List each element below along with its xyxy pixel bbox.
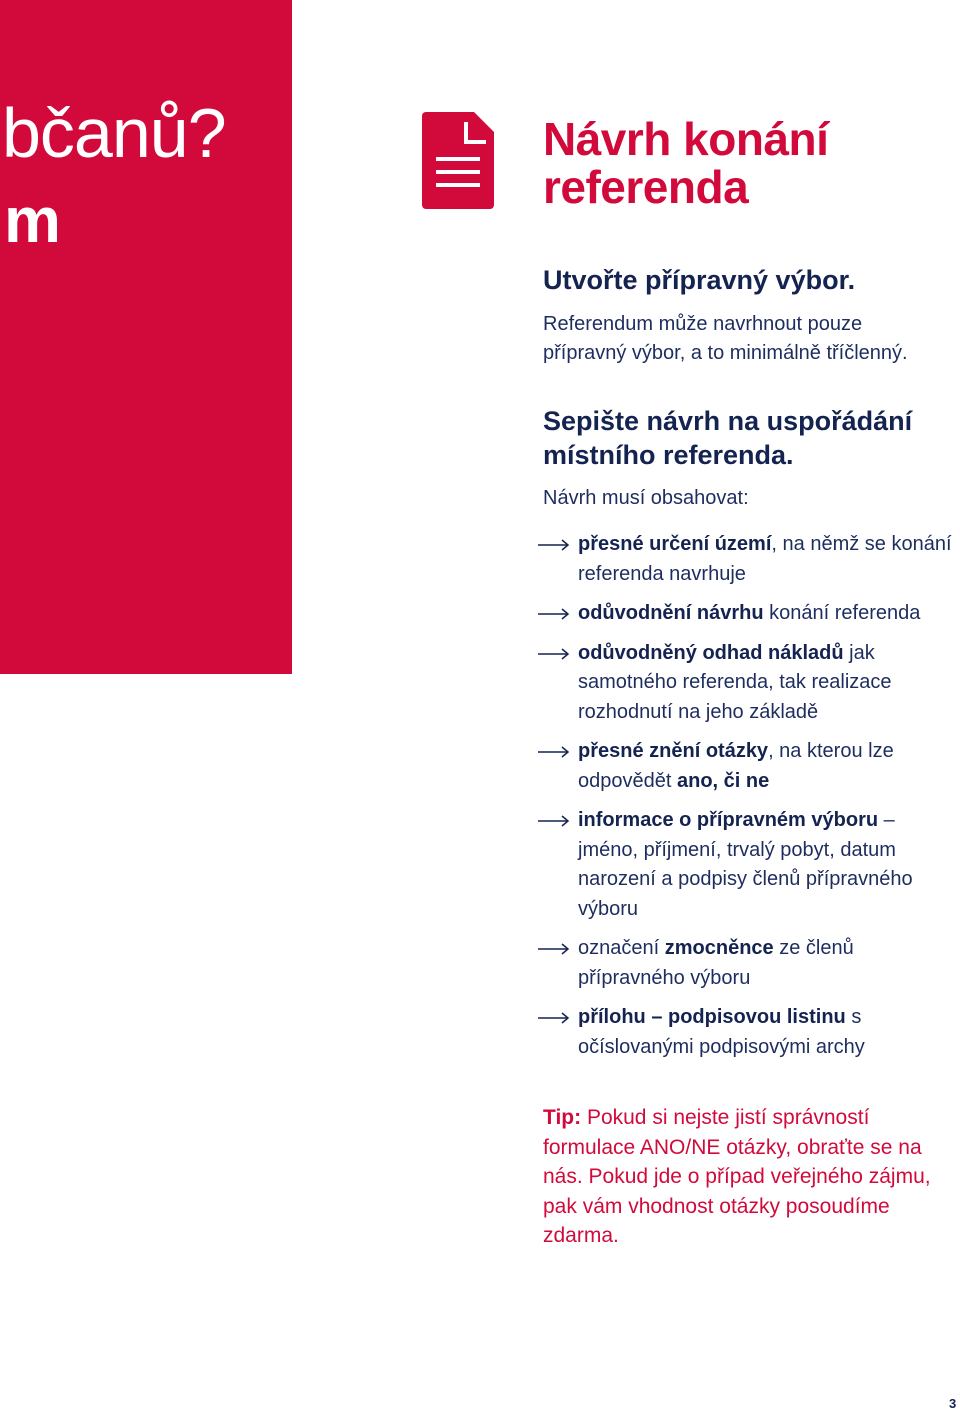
item-bold: zmocněnce [664, 937, 774, 959]
item-bold: ano, či ne [676, 769, 770, 792]
item-text: ze členů přípravného výboru [578, 937, 854, 989]
arrow-right-icon [538, 648, 570, 660]
tip-label: Tip: [543, 1106, 582, 1129]
arrow-right-icon [538, 1012, 570, 1024]
page-number: 3 [949, 1396, 957, 1411]
list-item [538, 737, 958, 796]
item-bold: přílohu – podpisovou listinu [578, 1006, 846, 1028]
item-text: s očíslovanými podpisovými archy [578, 1006, 865, 1058]
list-item [538, 806, 958, 924]
item-text: , na němž se konání referenda navrhuje [578, 533, 952, 585]
list-item [538, 639, 958, 728]
item-text: jak samotného referenda, tak realizace rozhodnutí na jeho základě [578, 641, 892, 723]
arrow-right-icon [538, 608, 570, 620]
section1-text: Referendum může navrhnout pouze přípravný výbor, a to minimálně tříčlenný. [543, 313, 908, 364]
item-bold: přesné určení území [578, 533, 772, 555]
arrow-right-icon [538, 815, 570, 827]
item-bold: informace o přípravném výboru [578, 809, 879, 831]
requirements-list [538, 530, 958, 1072]
item-text: konání referenda [763, 602, 921, 624]
page-title: Návrh konání referenda [543, 113, 829, 213]
section2-heading: Sepište návrh na uspořádání místního referenda. [543, 406, 913, 470]
list-item [538, 530, 958, 589]
item-bold: odůvodněný odhad nákladů [578, 641, 844, 664]
panel-text-line1: bčanů? [2, 94, 226, 172]
red-side-panel [0, 0, 292, 674]
arrow-right-icon [538, 943, 570, 955]
list-item [538, 599, 958, 629]
tip-box [543, 1103, 943, 1251]
section1-heading: Utvořte přípravný výbor. [543, 265, 856, 295]
section2-intro: Návrh musí obsahovat: [543, 487, 749, 509]
panel-text-line2: m [4, 184, 61, 256]
item-text: , na kterou lze odpovědět [578, 740, 894, 792]
document-icon [422, 112, 494, 209]
arrow-right-icon [538, 746, 570, 758]
item-text: označení [578, 937, 665, 959]
arrow-right-icon [538, 539, 570, 551]
list-item [538, 934, 958, 993]
tip-text: Pokud si nejste jistí správností formulace ANO/NE otázky, obraťte se na nás. Pokud jde o případ veřejného zájmu, pak vám vhodnost otázky posoudíme zdarma. [543, 1106, 931, 1247]
item-bold: odůvodnění návrhu [578, 602, 764, 624]
item-text: – jméno, příjmení, trvalý pobyt, datum narození a podpisy členů přípravného výboru [578, 809, 913, 920]
item-bold: přesné znění otázky [578, 740, 769, 762]
list-item [538, 1003, 958, 1062]
